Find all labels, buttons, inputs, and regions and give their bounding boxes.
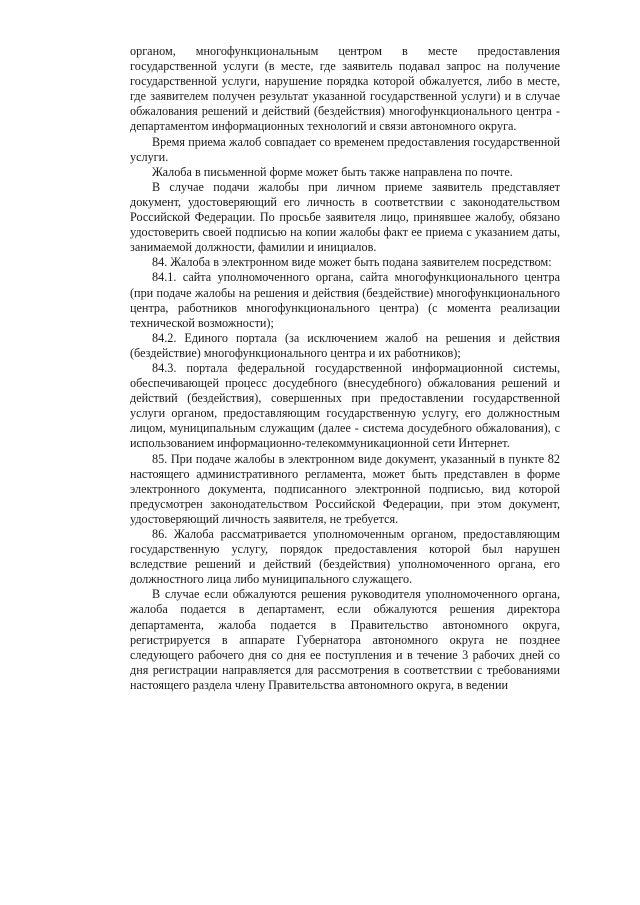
- paragraph-84-1: 84.1. сайта уполномоченного органа, сайта многофункционального центра (при подаче жалобы на решения и действия (бездействие) многофункционального центра, работников многофункционального центра) (с момента реализации технической возможности);: [130, 270, 560, 330]
- paragraph-84: 84. Жалоба в электронном виде может быть подана заявителем посредством:: [152, 255, 552, 270]
- paragraph-86: 86. Жалоба рассматривается уполномоченным органом, предоставляющим государственную услугу, порядок предоставления которой был нарушен вследствие решений и действий (бездействия) уполномоченного органа, его должностного лица либо муниципального служащего.: [130, 527, 560, 587]
- paragraph-continuation: органом, многофункциональным центром в месте предоставления государственной услуги (в месте, где заявитель подавал запрос на получение государственной услуги, нарушение порядка которой обжалуется, либо в месте, где заявителем получен результат указанной государственной услуги) и в случае обжалования решений и действий (бездействия) многофункционального центра - департаментом информационных технологий и связи автономного округа.: [130, 44, 560, 134]
- paragraph-postal-complaint: Жалоба в письменной форме может быть также направлена по почте.: [152, 164, 513, 179]
- paragraph-85: 85. При подаче жалобы в электронном виде документ, указанный в пункте 82 настоящего административного регламента, может быть представлен в форме электронного документа, подписанного электронной подписью, вид которой предусмотрен законодательством Российской Федерации, при этом документ, удостоверяющий личность заявителя, не требуется.: [130, 451, 560, 526]
- document-body: [130, 44, 560, 693]
- paragraph-84-3: 84.3. портала федеральной государственной информационной системы, обеспечивающей процесс досудебного (внесудебного) обжалования решений и действий (бездействия), совершенных при предоставлении государственной услуги органом, предоставляющим государственную услугу, его должностным лицом, муниципальным служащим (далее - система досудебного обжалования), с использованием информационно-телекоммуникационной сети Интернет.: [130, 360, 560, 451]
- paragraph-84-2: 84.2. Единого портала (за исключением жалоб на решения и действия (бездействие) многофункционального центра и их работников);: [130, 330, 560, 360]
- paragraph-reception-time: Время приема жалоб совпадает со временем предоставления государственной услуги.: [130, 134, 560, 164]
- paragraph-appeal-routing: В случае если обжалуются решения руководителя уполномоченного органа, жалоба подается в департамент, если обжалуются решения директора департамента, жалоба подается в Правительство автономного округа, регистрируется в аппарате Губернатора автономного округа не позднее следующего рабочего дня со дня ее поступления и в течение 3 рабочих дней со дня регистрации направляется для рассмотрения в соответствии с требованиями настоящего раздела члену Правительства автономного округа, в ведении: [130, 587, 560, 692]
- paragraph-personal-submission: В случае подачи жалобы при личном приеме заявитель представляет документ, удостоверяющий его личность в соответствии с законодательством Российской Федерации. По просьбе заявителя лицо, принявшее жалобу, обязано удостоверить своей подписью на копии жалобы факт ее приема с указанием даты, занимаемой должности, фамилии и инициалов.: [130, 179, 560, 255]
